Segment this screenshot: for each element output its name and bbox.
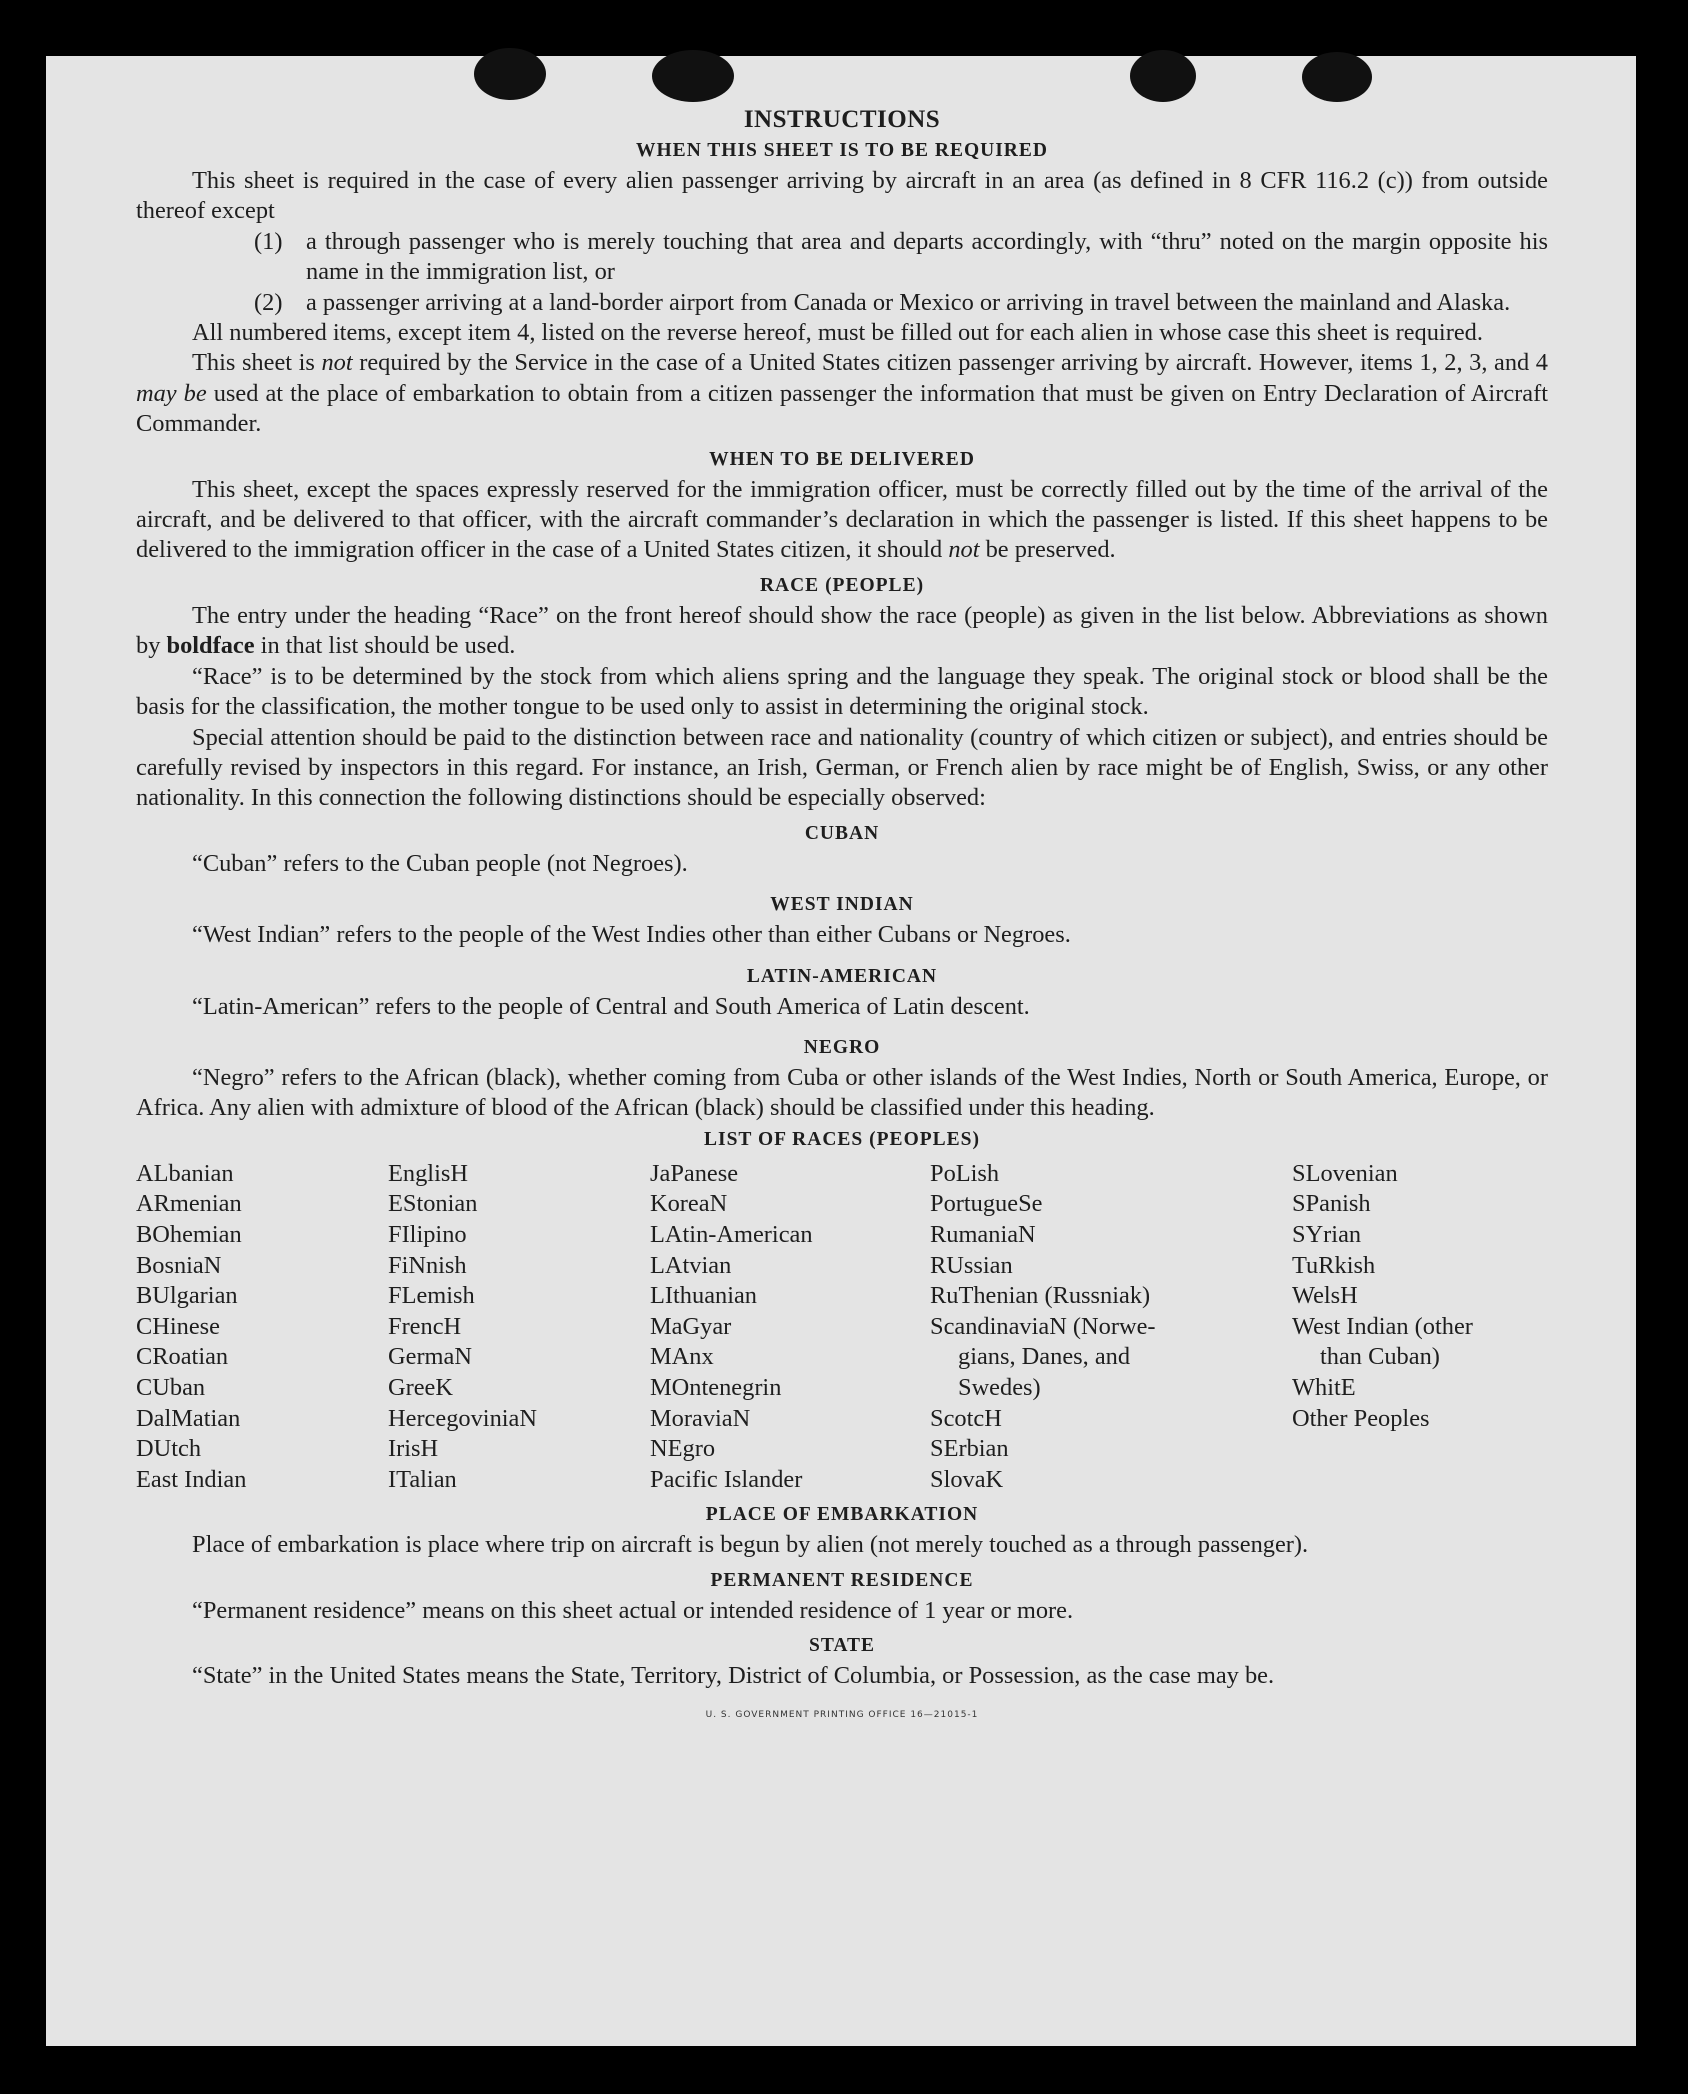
list-item: FiNnish	[388, 1251, 467, 1279]
list-item: TuRkish	[1292, 1251, 1376, 1279]
heading-west-indian: WEST INDIAN	[770, 894, 914, 916]
paragraph-citizen: This sheet is not required by the Service in the case of a United States citizen passenger arriving by aircraft. However, items 1, 2, 3, and 4 may be used at the place of embarkation to obtain from a citizen passenger the information that must be given on Entry Declaration of Aircraft Commander.	[136, 349, 1548, 438]
list-item: ScandinaviaN (Norwe-	[930, 1312, 1156, 1340]
list-item: Swedes)	[958, 1373, 1041, 1401]
list-item: West Indian (other	[1292, 1312, 1473, 1340]
list-item: ScotcH	[930, 1404, 1002, 1432]
heading-negro: NEGRO	[803, 1036, 881, 1058]
item-number: (2)	[254, 288, 283, 316]
paragraph-residence: “Permanent residence” means on this sheet actual or intended residence of 1 year or more.	[192, 1596, 1074, 1624]
paragraph-race-entry: The entry under the heading “Race” on the front hereof should show the race (people) as given in the list below. Abbreviations as shown by boldface in that list should be used.	[136, 601, 1548, 660]
list-item: gians, Danes, and	[958, 1343, 1131, 1371]
heading-state: STATE	[808, 1635, 876, 1657]
list-item: East Indian	[136, 1465, 247, 1493]
paragraph-numbered-items: All numbered items, except item 4, listed on the reverse hereof, must be filled out for each alien in whose case this sheet is required.	[192, 319, 1483, 347]
heading-latin-american: LATIN-AMERICAN	[746, 965, 938, 987]
list-item: BosniaN	[136, 1251, 222, 1279]
list-item: SlovaK	[930, 1465, 1004, 1493]
list-item	[136, 227, 1548, 288]
list-item: IrisH	[388, 1435, 439, 1463]
list-item: SYrian	[1292, 1220, 1362, 1248]
item-number: (1)	[254, 227, 283, 255]
list-item: ARmenian	[136, 1190, 242, 1218]
races-list	[136, 1159, 1548, 1496]
paragraph-latin-american: “Latin-American” refers to the people of Central and South America of Latin descent.	[192, 992, 1030, 1020]
list-item: FrencH	[388, 1312, 462, 1340]
paragraph-race-stock: “Race” is to be determined by the stock from which aliens spring and the language they speak. The original stock or blood shall be the basis for the classification, the mother tongue to be used only to assist in determining the original stock.	[136, 662, 1548, 721]
list-item: PoLish	[930, 1159, 1000, 1187]
list-item: PortugueSe	[930, 1190, 1043, 1218]
list-item: MOntenegrin	[650, 1373, 782, 1401]
list-item: LAtin-American	[650, 1220, 813, 1248]
list-item: GreeK	[388, 1373, 454, 1401]
list-item: ITalian	[388, 1465, 457, 1493]
heading-cuban: CUBAN	[804, 822, 880, 844]
races-column-5	[1292, 1159, 1542, 1496]
paragraph-negro: “Negro” refers to the African (black), whether coming from Cuba or other islands of the West Indies, North or South America, Europe, or Africa. Any alien with admixture of blood of the African (black) should be classified under this heading.	[136, 1063, 1548, 1122]
paragraph-delivered: This sheet, except the spaces expressly reserved for the immigration officer, must be correctly filled out by the time of the arrival of the aircraft, and be delivered to that officer, with the aircraft commander’s declaration in which the passenger is listed. If this sheet happens to be delivered to the immigration officer in the case of a United States citizen, it should not be preserved.	[136, 475, 1548, 564]
list-item: RumaniaN	[930, 1220, 1036, 1248]
printing-office-imprint: U. S. GOVERNMENT PRINTING OFFICE 16—21015-1	[705, 1709, 979, 1720]
list-item: GermaN	[388, 1343, 472, 1371]
list-item: LIthuanian	[650, 1282, 758, 1310]
list-item: WelsH	[1292, 1282, 1358, 1310]
page-title: INSTRUCTIONS	[743, 106, 941, 133]
list-item: HercegoviniaN	[388, 1404, 537, 1432]
races-column-1	[136, 1159, 388, 1496]
list-item: RUssian	[930, 1251, 1013, 1279]
punch-hole-center-left	[652, 50, 734, 102]
heading-when-delivered: WHEN TO BE DELIVERED	[709, 448, 975, 470]
punch-hole-left	[474, 48, 546, 100]
punch-hole-right	[1302, 52, 1372, 102]
list-item: KoreaN	[650, 1190, 728, 1218]
list-item: MoraviaN	[650, 1404, 751, 1432]
instructions-content	[136, 104, 1548, 1730]
races-column-4	[930, 1159, 1292, 1496]
list-item: RuThenian (Russniak)	[930, 1282, 1151, 1310]
list-item: JaPanese	[650, 1159, 739, 1187]
list-item: MAnx	[650, 1343, 714, 1371]
paragraph-embarkation: Place of embarkation is place where trip on aircraft is begun by alien (not merely touched as a through passenger).	[192, 1531, 1309, 1559]
list-item: DalMatian	[136, 1404, 241, 1432]
list-item: BUlgarian	[136, 1282, 238, 1310]
heading-list-of-races: LIST OF RACES (PEOPLES)	[703, 1128, 980, 1150]
list-item: FLemish	[388, 1282, 475, 1310]
list-item: WhitE	[1292, 1373, 1356, 1401]
heading-embarkation: PLACE OF EMBARKATION	[705, 1504, 979, 1526]
heading-residence: PERMANENT RESIDENCE	[710, 1569, 974, 1591]
list-item: CUban	[136, 1373, 206, 1401]
paragraph-required-intro: This sheet is required in the case of every alien passenger arriving by aircraft in an area (as defined in 8 CFR 116.2 (c)) from outside thereof except	[136, 167, 1548, 225]
list-item: EnglisH	[388, 1159, 468, 1187]
list-item: Pacific Islander	[650, 1465, 803, 1493]
paragraph-cuban: “Cuban” refers to the Cuban people (not Negroes).	[192, 849, 688, 877]
item-text: a passenger arriving at a land-border airport from Canada or Mexico or arriving in travel between the mainland and Alaska.	[306, 288, 1511, 316]
heading-when-required: WHEN THIS SHEET IS TO BE REQUIRED	[636, 140, 1048, 161]
list-item: than Cuban)	[1320, 1343, 1440, 1371]
list-item: ALbanian	[136, 1159, 234, 1187]
list-item: NEgro	[650, 1435, 716, 1463]
list-item: SLovenian	[1292, 1159, 1398, 1187]
heading-race: RACE (PEOPLE)	[759, 574, 925, 596]
list-item: MaGyar	[650, 1312, 732, 1340]
list-item: SErbian	[930, 1435, 1009, 1463]
list-item: CRoatian	[136, 1343, 229, 1371]
list-item	[136, 288, 1548, 318]
list-item: BOhemian	[136, 1220, 242, 1248]
list-item: Other Peoples	[1292, 1404, 1430, 1432]
races-column-3	[650, 1159, 930, 1496]
races-column-2	[388, 1159, 650, 1496]
item-text: a through passenger who is merely touching that area and departs accordingly, with “thru” noted on the margin opposite his name in the immigration list, or	[306, 227, 1548, 286]
list-item: SPanish	[1292, 1190, 1371, 1218]
list-item: CHinese	[136, 1312, 220, 1340]
paragraph-state: “State” in the United States means the State, Territory, District of Columbia, or Possession, as the case may be.	[192, 1662, 1275, 1690]
list-item: EStonian	[388, 1190, 478, 1218]
punch-hole-center-right	[1130, 50, 1196, 102]
paragraph-west-indian: “West Indian” refers to the people of the West Indies other than either Cubans or Negroes.	[192, 921, 1071, 949]
list-item: DUtch	[136, 1435, 202, 1463]
list-item: FIlipino	[388, 1220, 467, 1248]
paragraph-race-nationality: Special attention should be paid to the distinction between race and nationality (country of which citizen or subject), and entries should be carefully revised by inspectors in this regard. For instance, an Irish, German, or French alien by race might be of English, Swiss, or any other nationality. In this connection the following distinctions should be especially observed:	[136, 723, 1548, 812]
list-item: LAtvian	[650, 1251, 732, 1279]
